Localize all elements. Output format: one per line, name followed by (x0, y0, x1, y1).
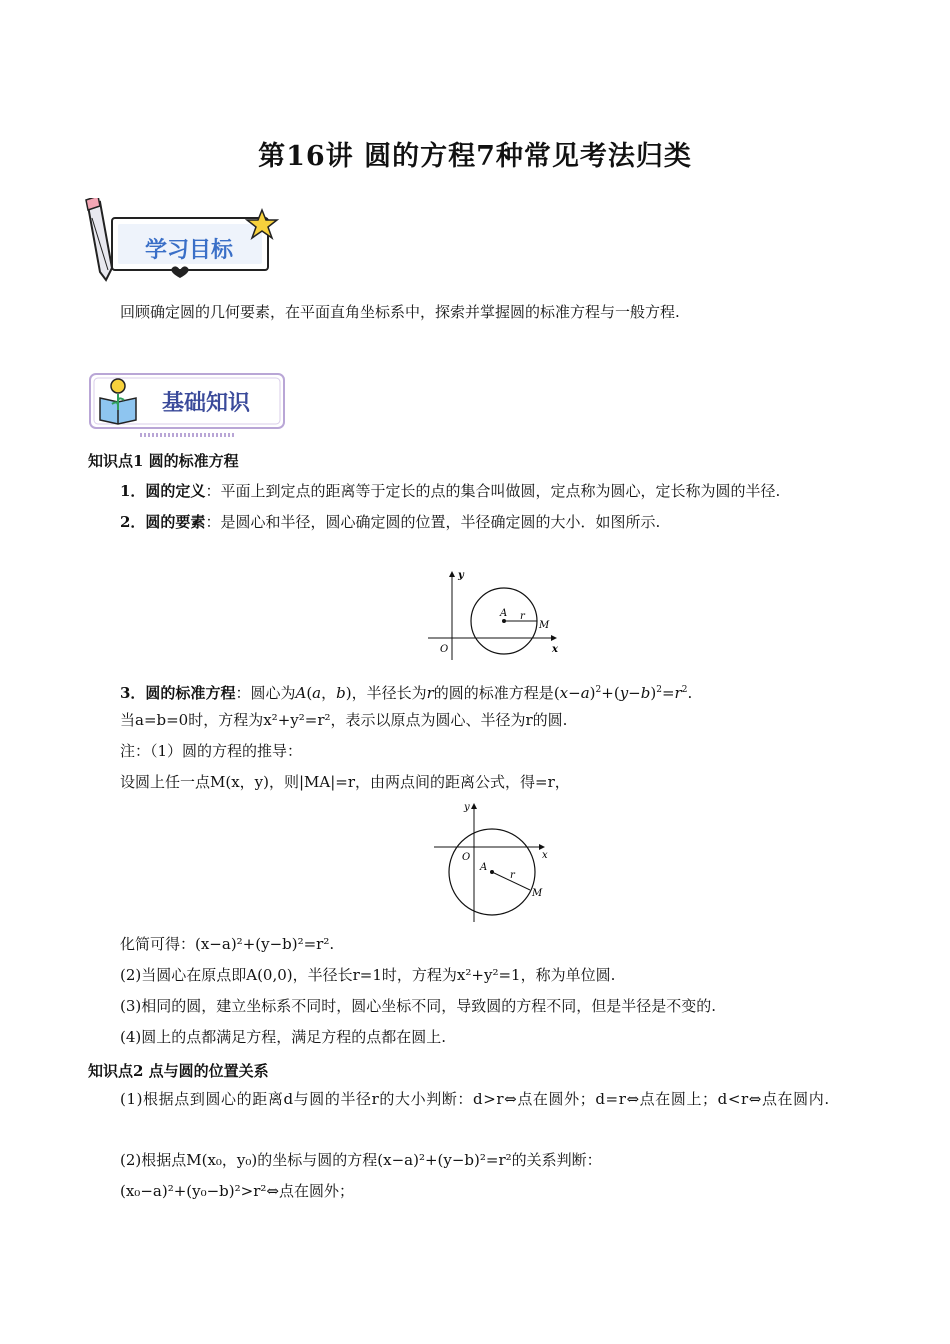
kp1-derivation: 设圆上任一点M(x，y)，则|MA|=r，由两点间的距离公式，得=r， (120, 773, 570, 791)
item2-text: ：是圆心和半径，圆心确定圆的位置，半径确定圆的大小．如图所示. (205, 513, 661, 531)
item3-text-1: ：圆心为 (235, 684, 296, 702)
kp1-simplify: 化简可得：(x−a)²+(y−b)²=r². (120, 935, 335, 953)
pencil-icon (86, 198, 112, 280)
kp1-item1 (120, 481, 780, 501)
item3-label: 3．圆的标准方程 (120, 684, 236, 702)
fig2-point-label: M (532, 888, 543, 899)
kp2-paragraph-2: (2)根据点M(x₀，y₀)的坐标与圆的方程(x−a)²+(y−b)²=r²的关系判断： (120, 1151, 602, 1169)
kp1-note-3: (3)相同的圆，建立坐标系不同时，圆心坐标不同，导致圆的方程不同，但是半径是不变的. (120, 997, 717, 1015)
kp2-paragraph-1: (1)根据点到圆心的距离d与圆的半径r的大小判断：d>r⇔点在圆外；d=r⇔点在圆上；d<r⇔点在圆内. (120, 1090, 830, 1108)
kp1-heading: 知识点1 圆的标准方程 (88, 452, 239, 470)
fig1-x-label: x (552, 644, 558, 655)
fig1-center-label: A (500, 608, 508, 619)
item3-text-2: ，半径长为 (351, 684, 427, 702)
fig2-x-label: x (542, 850, 548, 861)
fig1-point-label: M (539, 620, 550, 631)
item3-text-3: 的圆的标准方程是 (433, 684, 554, 702)
goal-banner (84, 198, 284, 284)
kp1-item3: 3．圆的标准方程：圆心为A(a，b)，半径长为r的圆的标准方程是$(x-a)^2+(y-b)^2=r^2$. (120, 684, 693, 702)
fig1-origin-label: O (440, 644, 449, 655)
item1-label: 1．圆的定义 (120, 482, 206, 500)
circle-figure-2 (430, 800, 560, 926)
item2-label: 2．圆的要素 (120, 513, 206, 531)
circle-figure-1 (424, 566, 564, 664)
page-title: 第16讲 圆的方程7种常见考法归类 (258, 141, 692, 172)
basics-banner-label: 基础知识 (161, 391, 251, 416)
goal-text: 回顾确定圆的几何要素，在平面直角坐标系中，探索并掌握圆的标准方程与一般方程. (120, 303, 680, 321)
fig2-origin-label: O (462, 852, 471, 863)
basics-banner (88, 372, 288, 438)
kp1-special-case: 当a=b=0时，方程为x²+y²=r²，表示以原点为圆心、半径为r的圆. (120, 711, 568, 729)
kp1-note-4: (4)圆上的点都满足方程，满足方程的点都在圆上. (120, 1028, 447, 1046)
fig2-y-label: y (464, 802, 470, 813)
kp2-heading: 知识点2 点与圆的位置关系 (88, 1062, 269, 1080)
item1-text: ：平面上到定点的距离等于定长的点的集合叫做圆，定点称为圆心，定长称为圆的半径. (205, 482, 781, 500)
kp1-item2 (120, 512, 660, 532)
fig1-y-label: y (458, 570, 464, 581)
fig2-radius-label: r (510, 870, 515, 881)
lightbulb-icon (111, 379, 125, 393)
fig2-center-label: A (480, 862, 488, 873)
kp1-note-heading: 注：（1）圆的方程的推导： (120, 742, 303, 760)
kp1-note-2: (2)当圆心在原点即A(0,0)，半径长r=1时，方程为x²+y²=1，称为单位圆. (120, 966, 616, 984)
fig1-radius-label: r (520, 611, 525, 622)
goal-banner-label: 学习目标 (144, 238, 234, 263)
kp2-paragraph-3: (x₀−a)²+(y₀−b)²>r²⇔点在圆外； (120, 1182, 354, 1200)
